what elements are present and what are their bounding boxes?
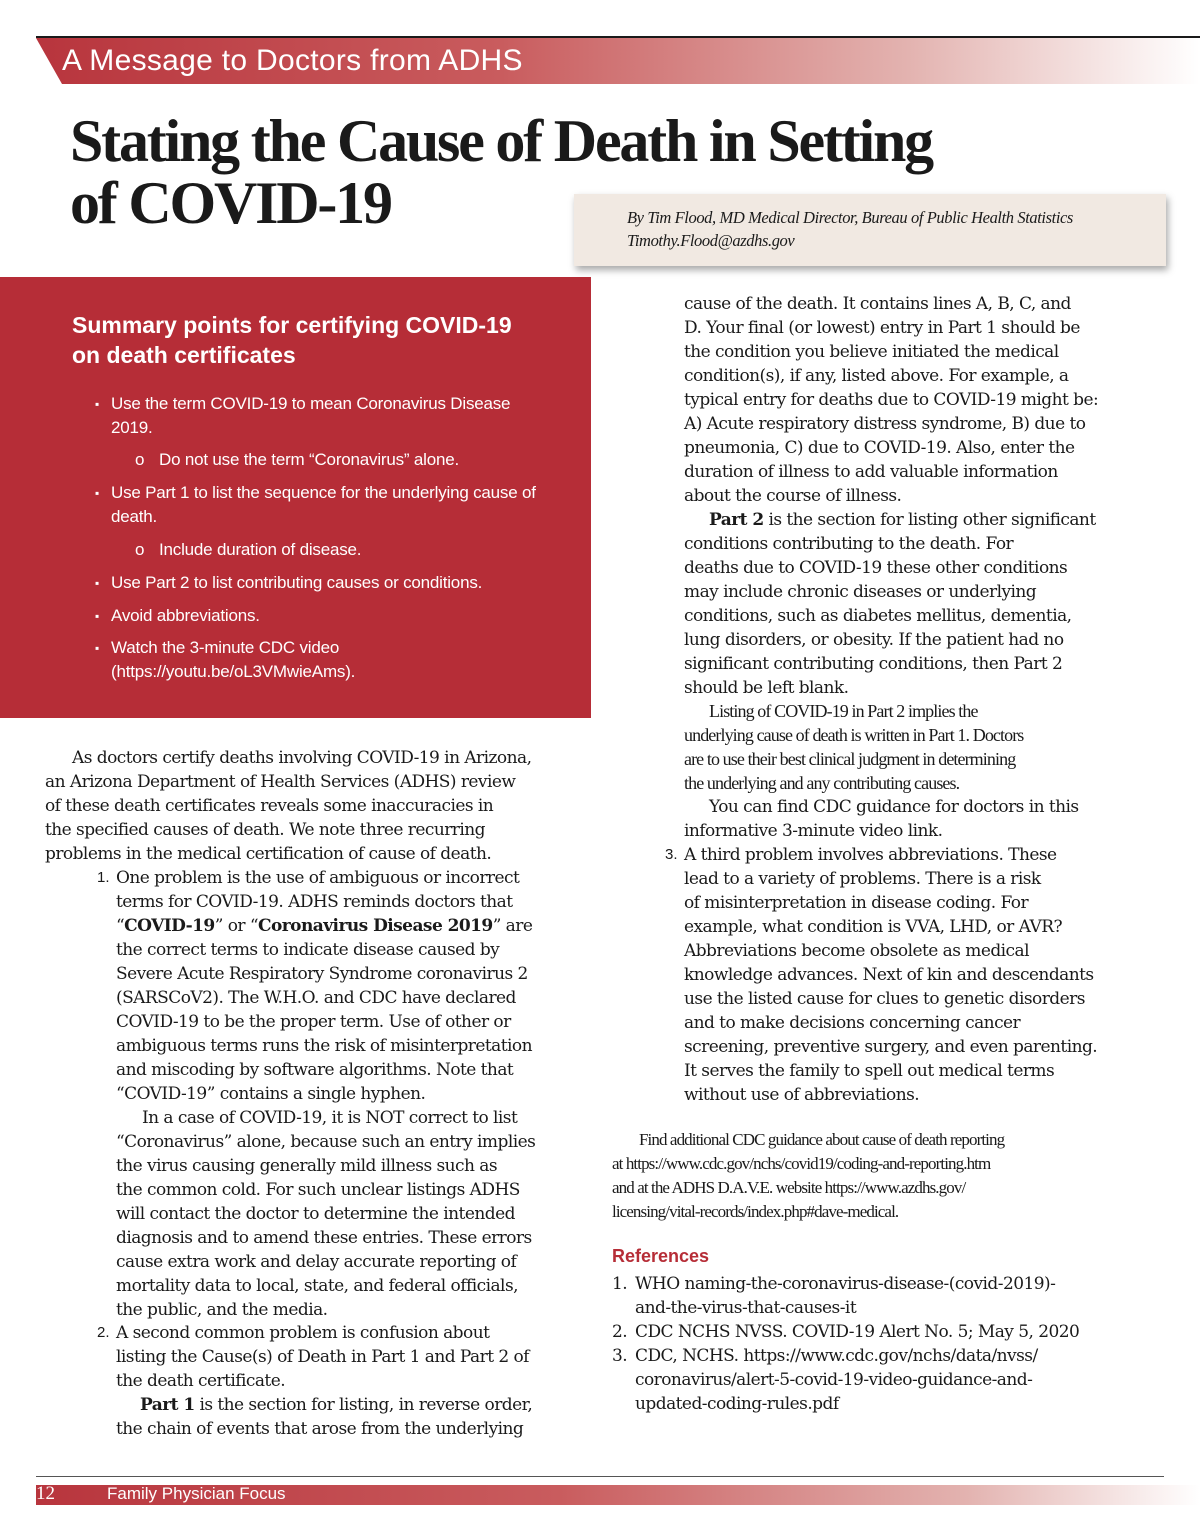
text-run: ” or “ [214, 916, 258, 936]
bullet-icon: ▪ [95, 486, 100, 500]
references-heading: References [612, 1246, 710, 1266]
reference-line: updated-coding-rules.pdf [635, 1394, 839, 1414]
body-line: screening, preventive surgery, and even parenting. [684, 1037, 1098, 1057]
body-line: cause extra work and delay accurate reporting of [116, 1252, 517, 1272]
body-line: condition(s), if any, listed above. For example, a [684, 366, 1069, 386]
term-coronavirus-disease-2019: Coronavirus Disease 2019 [257, 916, 493, 936]
body-line: the underlying and any contributing causes. [684, 773, 960, 793]
reference-line: coronavirus/alert-5-covid-19-video-guidance-and- [635, 1370, 1033, 1390]
body-line: may include chronic diseases or underlying [684, 582, 1037, 602]
list-number: 2. [97, 1324, 110, 1341]
body-line: diagnosis and to amend these entries. These errors [116, 1228, 532, 1248]
body-line: an Arizona Department of Health Services (ADHS) review [45, 772, 516, 792]
reference-line: WHO naming-the-coronavirus-disease-(covid-2019)- [635, 1274, 1056, 1294]
body-line: the condition you believe initiated the medical [684, 342, 1059, 362]
body-line: duration of illness to add valuable information [684, 462, 1058, 482]
summary-item-text: Use Part 2 to list contributing causes or conditions. [111, 573, 483, 592]
body-line: COVID-19 to be the proper term. Use of other or [116, 1012, 511, 1032]
body-line: underlying cause of death is written in Part 1. Doctors [684, 725, 1024, 745]
summary-subitem-text: Do not use the term “Coronavirus” alone. [159, 450, 460, 469]
body-line: of these death certificates reveals some inaccuracies in [45, 796, 494, 816]
body-line: “Coronavirus” alone, because such an entry implies [116, 1132, 536, 1152]
guidance-line: at https://www.cdc.gov/nchs/covid19/coding-and-reporting.htm [612, 1154, 991, 1173]
body-line: the public, and the media. [116, 1300, 328, 1320]
summary-item-text: Use Part 1 to list the sequence for the underlying cause of death. [111, 483, 536, 526]
header-rule [36, 36, 1200, 38]
bullet-icon: ▪ [95, 576, 100, 590]
guidance-line: and at the ADHS D.A.V.E. website https://www.azdhs.gov/ [612, 1178, 966, 1197]
body-line: You can find CDC guidance for doctors in this [709, 797, 1079, 817]
byline-box [574, 194, 1166, 266]
body-line: listing the Cause(s) of Death in Part 1 and Part 2 of [116, 1347, 529, 1367]
reference-number: 3. [612, 1346, 628, 1366]
term-part-1: Part 1 [140, 1395, 195, 1415]
byline-email: Timothy.Flood@azdhs.gov [627, 231, 795, 250]
body-line: without use of abbreviations. [684, 1085, 920, 1105]
body-line: lung disorders, or obesity. If the patient had no [684, 630, 1064, 650]
body-line: the virus causing generally mild illness such as [116, 1156, 498, 1176]
body-line: ambiguous terms runs the risk of misinterpretation [116, 1036, 532, 1056]
summary-box [0, 277, 591, 718]
summary-heading-line-1: Summary points for certifying COVID-19 [72, 312, 512, 338]
summary-item-text: Avoid abbreviations. [111, 606, 260, 625]
quote-mark: “ [116, 916, 125, 936]
body-line: the chain of events that arose from the underlying [116, 1419, 524, 1439]
summary-heading [72, 310, 572, 370]
text-run: is the section for listing other significant [763, 510, 1096, 530]
body-line: the common cold. For such unclear listings ADHS [116, 1180, 520, 1200]
body-line: “COVID-19” contains a single hyphen. [116, 1084, 426, 1104]
body-line [709, 508, 1096, 532]
body-line: A) Acute respiratory distress syndrome, B) due to [684, 414, 1086, 434]
body-line: A third problem involves abbreviations. These [684, 845, 1057, 865]
summary-heading-line-2: on death certificates [72, 342, 296, 368]
text-run: ” are [492, 916, 533, 936]
body-line: the specified causes of death. We note three recurring [45, 820, 486, 840]
bullet-icon: ▪ [95, 609, 100, 623]
text-run: is the section for listing, in reverse order, [194, 1395, 533, 1415]
body-line: It serves the family to spell out medical terms [684, 1061, 1055, 1081]
bullet-icon: ▪ [95, 641, 100, 655]
body-line: about the course of illness. [684, 486, 902, 506]
body-line: the death certificate. [116, 1371, 286, 1391]
body-line: use the listed cause for clues to genetic disorders [684, 989, 1085, 1009]
body-line: problems in the medical certification of cause of death. [45, 844, 492, 864]
body-line: deaths due to COVID-19 these other conditions [684, 558, 1068, 578]
body-line: As doctors certify deaths involving COVID-19 in Arizona, [72, 748, 532, 768]
body-line: One problem is the use of ambiguous or incorrect [116, 868, 520, 888]
body-line: example, what condition is VVA, LHD, or AVR? [684, 917, 1063, 937]
body-line: significant contributing conditions, then Part 2 [684, 654, 1063, 674]
guidance-line: Find additional CDC guidance about cause of death reporting [639, 1130, 1005, 1149]
footer-rule [36, 1476, 1164, 1477]
magazine-name: Family Physician Focus [107, 1484, 286, 1503]
body-line: conditions contributing to the death. For [684, 534, 1014, 554]
summary-subitem-text: Include duration of disease. [159, 540, 362, 559]
summary-item-text: Watch the 3-minute CDC video (https://youtu.be/oL3VMwieAms). [111, 638, 356, 681]
body-line: informative 3-minute video link. [684, 821, 943, 841]
term-covid19: COVID-19 [124, 916, 215, 936]
summary-item-text: Use the term COVID-19 to mean Coronavirus Disease 2019. [111, 394, 511, 437]
body-line: cause of the death. It contains lines A, B, C, and [684, 294, 1071, 314]
body-line: D. Your final (or lowest) entry in Part 1 should be [684, 318, 1080, 338]
body-line: and miscoding by software algorithms. Note that [116, 1060, 514, 1080]
bullet-icon: ▪ [95, 397, 100, 411]
reference-line: CDC NCHS NVSS. COVID-19 Alert No. 5; May 5, 2020 [635, 1322, 1080, 1342]
body-line: will contact the doctor to determine the intended [116, 1204, 515, 1224]
body-line: Severe Acute Respiratory Syndrome coronavirus 2 [116, 964, 528, 984]
title-line-1: Stating the Cause of Death in Setting [70, 108, 932, 174]
body-line: and to make decisions concerning cancer [684, 1013, 1021, 1033]
body-line [116, 914, 532, 938]
body-line: lead to a variety of problems. There is a risk [684, 869, 1041, 889]
body-line: pneumonia, C) due to COVID-19. Also, enter the [684, 438, 1075, 458]
body-line: typical entry for deaths due to COVID-19 might be: [684, 390, 1099, 410]
list-number: 3. [665, 846, 678, 863]
sub-bullet-icon: o [135, 540, 145, 559]
body-line: Listing of COVID-19 in Part 2 implies the [709, 701, 978, 721]
body-line: should be left blank. [684, 678, 849, 698]
body-line: (SARSCoV2). The W.H.O. and CDC have declared [116, 988, 516, 1008]
title-line-2: of COVID-19 [70, 170, 391, 236]
body-line: the correct terms to indicate disease caused by [116, 940, 500, 960]
body-line: knowledge advances. Next of kin and descendants [684, 965, 1094, 985]
body-line: Abbreviations become obsolete as medical [684, 941, 1029, 961]
reference-line: and-the-virus-that-causes-it [635, 1298, 857, 1318]
byline-author: By Tim Flood, MD Medical Director, Bureau of Public Health Statistics [627, 208, 1073, 227]
list-number: 1. [97, 869, 110, 886]
body-line: of misinterpretation in disease coding. For [684, 893, 1029, 913]
page-number: 12 [36, 1483, 55, 1504]
sub-bullet-icon: o [135, 450, 145, 469]
term-part-2: Part 2 [709, 510, 764, 530]
body-line: mortality data to local, state, and federal officials, [116, 1276, 518, 1296]
reference-number: 2. [612, 1322, 628, 1342]
section-banner-text: A Message to Doctors from ADHS [62, 44, 523, 77]
body-line: terms for COVID-19. ADHS reminds doctors that [116, 892, 513, 912]
body-line: are to use their best clinical judgment in determining [684, 749, 1016, 769]
reference-line: CDC, NCHS. https://www.cdc.gov/nchs/data/nvss/ [635, 1346, 1038, 1366]
guidance-line: licensing/vital-records/index.php#dave-medical. [612, 1202, 899, 1221]
body-line: A second common problem is confusion about [116, 1323, 490, 1343]
body-line: conditions, such as diabetes mellitus, dementia, [684, 606, 1072, 626]
body-line [140, 1393, 532, 1417]
reference-number: 1. [612, 1274, 628, 1294]
body-line: In a case of COVID-19, it is NOT correct to list [142, 1108, 518, 1128]
